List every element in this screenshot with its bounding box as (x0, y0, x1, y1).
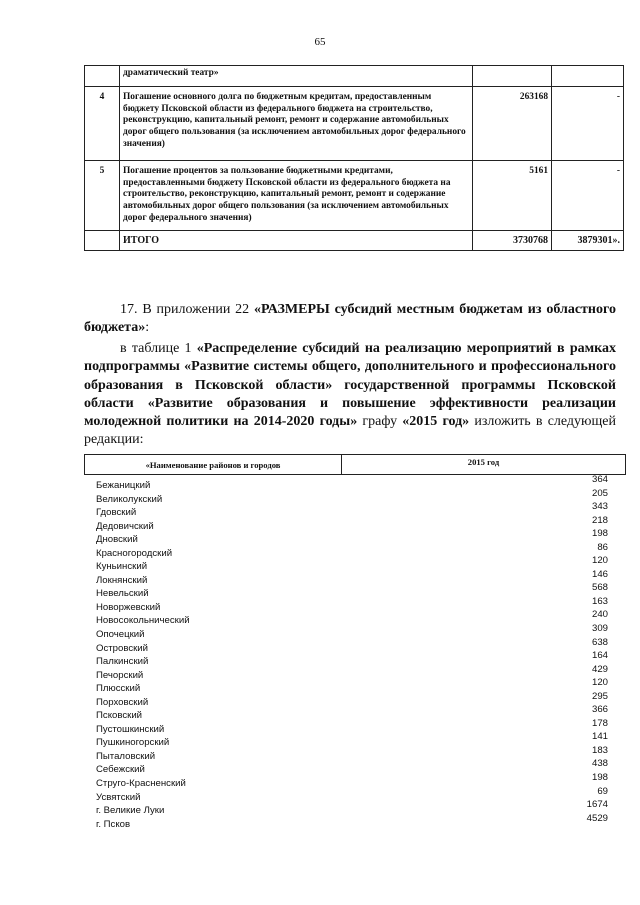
district-row (84, 557, 614, 571)
row-value-2016: - (552, 86, 624, 160)
row-value-2015: 5161 (473, 160, 552, 230)
district-name: Гдовский (96, 507, 137, 519)
paragraph-table-1-end: изложить в следующей редакции: (84, 414, 616, 448)
row-description: ИТОГО (120, 230, 473, 250)
row-number (85, 230, 120, 250)
row-description: драматический театр» (120, 66, 473, 87)
district-value: 146 (591, 568, 608, 580)
district-row (84, 487, 614, 505)
district-value: 4529 (586, 812, 608, 824)
district-value: 120 (591, 555, 608, 567)
district-value: 183 (591, 744, 608, 756)
district-row (84, 760, 614, 774)
district-row (84, 812, 614, 830)
district-row (84, 514, 614, 532)
district-name: Струго-Красненский (96, 778, 186, 790)
district-value: 568 (591, 582, 608, 594)
district-name: Красногородский (96, 547, 173, 559)
district-row (84, 568, 614, 586)
district-list (84, 476, 614, 828)
district-row (84, 733, 614, 747)
row-value-2015: 263168 (473, 86, 552, 160)
row-value-2015 (473, 66, 552, 87)
district-value: 198 (591, 528, 608, 540)
district-row (84, 625, 614, 639)
district-row (84, 652, 614, 666)
table-row (85, 160, 624, 230)
district-row (84, 785, 614, 803)
column-header-2015: 2015 год (467, 457, 500, 467)
district-value: 429 (591, 663, 608, 675)
district-value: 438 (591, 758, 608, 770)
district-value: 205 (591, 487, 608, 499)
district-name: г. Псков (96, 818, 131, 830)
district-row (84, 611, 614, 625)
district-name: Новоржевский (96, 601, 161, 613)
district-row (84, 801, 614, 815)
district-name: Себежский (96, 764, 145, 776)
district-row (84, 679, 614, 693)
district-row (84, 503, 614, 517)
paragraph-17 (84, 301, 616, 338)
district-row (84, 476, 614, 490)
paragraph-17-title: «РАЗМЕРЫ субсидий местным бюджетам из областного бюджета» (84, 302, 616, 336)
district-name: Палкинский (96, 656, 149, 668)
district-name: Псковский (96, 710, 143, 722)
district-name: Дедовичский (96, 520, 154, 532)
paragraph-table-1-mid: графу (357, 414, 403, 430)
district-value: 120 (591, 677, 608, 689)
row-value-2016 (552, 66, 624, 87)
paragraph-table-1-column: «2015 год» (402, 414, 470, 430)
district-name: Дновский (96, 534, 138, 546)
district-value: 240 (591, 609, 608, 621)
district-name: Великолукский (96, 493, 163, 505)
district-value: 638 (591, 636, 608, 648)
table-row (85, 66, 624, 87)
district-name: Плюсский (96, 683, 141, 695)
paragraph-table-1 (84, 340, 616, 450)
district-name: Порховский (96, 696, 149, 708)
district-value: 198 (591, 772, 608, 784)
district-row (84, 530, 614, 544)
district-row (84, 663, 614, 681)
district-name: г. Великие Луки (96, 805, 165, 817)
district-row (84, 541, 614, 559)
district-name: Печорский (96, 669, 144, 681)
row-number: 4 (85, 86, 120, 160)
district-row (84, 636, 614, 654)
district-row (84, 584, 614, 598)
row-description: Погашение процентов за пользование бюджетными кредитами, предоставленными бюджету Псковской области из федерального бюджета на строительство, реконструкцию, капитальный ремонт, ремонт и содержание автомобильных дорог общего пользования (за исключением автомобильных дорог федерального значения) (120, 160, 473, 230)
table-row (85, 86, 624, 160)
district-value: 164 (591, 650, 608, 662)
district-row (84, 744, 614, 762)
district-table-header (84, 454, 626, 475)
district-row (84, 706, 614, 720)
row-number: 5 (85, 160, 120, 230)
district-name: Опочецкий (96, 629, 145, 641)
page-number: 65 (314, 36, 326, 48)
column-header-district: «Наименование районов и городов (85, 455, 342, 474)
district-name: Островский (96, 642, 149, 654)
district-row (84, 717, 614, 735)
district-name: Невельский (96, 588, 149, 600)
district-name: Пыталовский (96, 750, 156, 762)
district-name: Пушкиногорский (96, 737, 170, 749)
district-row (84, 690, 614, 708)
district-name: Усвятский (96, 791, 141, 803)
district-value: 86 (597, 541, 608, 553)
district-row (84, 595, 614, 613)
district-value: 141 (591, 731, 608, 743)
paragraph-table-1-lead: в таблице 1 (120, 341, 197, 356)
district-name: Локнянский (96, 574, 148, 586)
row-description: Погашение основного долга по бюджетным кредитам, предоставленным бюджету Псковской области из федерального бюджета на строительство, реконструкцию, капитальный ремонт, ремонт и содержание автомобильных дорог общего пользования (за исключением автомобильных дорог федерального значения) (120, 86, 473, 160)
district-value: 163 (591, 595, 608, 607)
district-value: 218 (591, 514, 608, 526)
district-value: 178 (591, 717, 608, 729)
row-number (85, 66, 120, 87)
district-value: 343 (591, 501, 608, 513)
district-value: 309 (591, 623, 608, 635)
district-value: 366 (591, 704, 608, 716)
row-value-2016: - (552, 160, 624, 230)
budget-credit-table (84, 65, 624, 251)
paragraph-table-1-title: «Распределение субсидий на реализацию мероприятий в рамках подпрограммы «Развитие системы общего, дополнительного и профессионального образования в Псковской области» государственной программы Псковской области «Развитие образования и повышение эффективности реализации молодежной политики на 2014-2020 годы» (84, 341, 616, 430)
district-name: Новосокольнический (96, 615, 190, 627)
row-total-2015: 3730768 (473, 230, 552, 250)
row-total-2016: 3879301». (552, 230, 624, 250)
district-value: 295 (591, 690, 608, 702)
district-name: Бежаницкий (96, 480, 151, 491)
district-value: 69 (597, 785, 608, 797)
paragraph-17-end: : (145, 320, 150, 336)
district-name: Куньинский (96, 561, 148, 573)
paragraph-17-lead: 17. В приложении 22 (120, 302, 255, 317)
district-name: Пустошкинский (96, 723, 165, 735)
district-value: 364 (591, 474, 608, 485)
district-value: 1674 (586, 799, 608, 811)
district-row (84, 774, 614, 788)
table-row-total (85, 230, 624, 250)
